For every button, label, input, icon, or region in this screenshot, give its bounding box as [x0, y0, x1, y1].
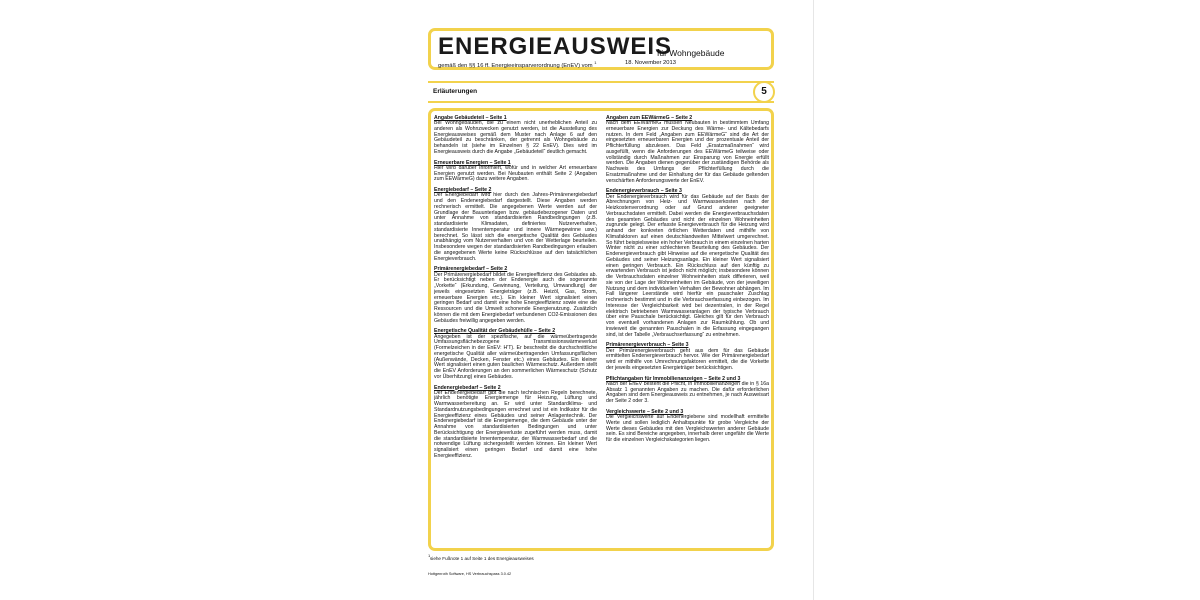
section-heading: Pflichtangaben für Immobilienanzeigen – Seite 2 und 3: [606, 375, 741, 382]
section-text: Der Endenergieverbrauch wird für das Gebäude auf der Basis der Abrechnungen von Heiz- und Warmwasserkosten nach der Heizkostenverordnung oder auf Grund anderer geeigneter Verbrauchsdaten ermittelt. Dabei werden die Energieverbrauchsdaten des gesamten Gebäudes und nicht der einzelnen Wohneinheiten zugrunde gelegt. Der erfasste Energieverbrauch für die Heizung wird anhand der konkreten örtlichen Wetterdaten und mithilfe von Klimafaktoren auf einen deutschlandweiten Mittelwert umgerechnet. So führt beispielsweise ein hoher Verbrauch in einem einzelnen harten Winter nicht zu einer schlechteren Beurteilung des Gebäudes. Der Endenergieverbrauch gibt Hinweise auf die energetische Qualität des Gebäudes und seiner Heizungsanlage. Ein kleiner Wert signalisiert einen geringen Verbrauch. Ein Rückschluss auf den künftig zu erwartenden Verbrauch ist jedoch nicht möglich; insbesondere können die Verbrauchsdaten einzelner Wohneinheiten stark differieren, weil sie von der Lage der Wohneinheiten im Gebäude, von der jeweiligen Nutzung und dem individuellen Verhalten der Bewohner abhängen. Im Fall längerer Leerstände wird hierfür ein pauschaler Zuschlag rechnerisch bestimmt und in die Verbrauchserfassung einbezogen. Im Interesse der Vergleichbarkeit wird bei dezentralen, in der Regel elektrisch betriebenen Warmwasseranlagen der typische Verbrauch über eine Pauschale berücksichtigt. Gleiches gilt für den Verbrauch von eventuell vorhandenen Anlagen zur Raumkühlung. Ob und inwieweit die genannten Pauschalen in die Erfassung eingegangen sind, ist der Tabelle „Verbrauchserfassung“ zu entnehmen.: [606, 193, 769, 338]
regulation-footnote-mark: 1: [594, 60, 597, 65]
viewer-divider: [813, 0, 814, 600]
section-text: Nach der EnEV besteht die Pflicht, in Immobilienanzeigen die in § 16a Absatz 1 genannten Angaben zu machen. Die dafür erforderlichen Angaben sind dem Energieausweis zu entnehmen, je nach Ausweisart der Seite 2 oder 3.: [606, 380, 769, 405]
document-page: [416, 20, 792, 580]
section-bar: [428, 81, 774, 103]
explanation-section: [434, 328, 597, 380]
section-text: Bei Wohngebäuden, die zu einem nicht unerheblichen Anteil zu anderen als Wohnzwecken genutzt werden, ist die Ausstellung des Energieausweises gemäß dem Muster nach Anlage 6 auf den Gebäudeteil zu beschränken, der getrennt als Wohngebäude zu behandeln ist (siehe im Einzelnen § 22 EnEV). Dies wird im Energieausweis durch die Angabe „Gebäudeteil“ deutlich gemacht.: [434, 120, 597, 155]
page-number-badge: 5: [753, 81, 775, 103]
explanation-section: [434, 266, 597, 324]
explanation-section: [606, 342, 769, 371]
right-column: [606, 115, 769, 547]
explanation-section: [434, 115, 597, 156]
explanation-section: [434, 160, 597, 183]
section-heading: Endenergieverbrauch – Seite 3: [606, 188, 682, 195]
document-title: ENERGIEAUSWEIS: [438, 33, 673, 60]
section-label: Erläuterungen: [433, 88, 478, 95]
section-text: Angegeben ist der spezifische, auf die wärmeübertragende Umfassungsflächebezogene Transmissionswärmeverlust (Formelzeichen in der EnEV: H'T). Er beschreibt die durchschnittliche energetische Qualität aller wärmeübertragenden Umfassungsflächen (Außenwände, Decken, Fenster etc.) eines Gebäudes. Ein kleiner Wert signalisiert einen guten baulichen Wärmeschutz. Außerdem stellt die EnEV Anforderungen an den sommerlichen Wärmeschutz (Schutz vor Überhitzung) eines Gebäudes.: [434, 333, 597, 380]
section-heading: Angaben zum EEWärmeG – Seite 2: [606, 115, 693, 121]
regulation-text: gemäß den §§ 16 ff. Energieeinsparverordnung (EnEV) vom: [438, 62, 593, 69]
section-heading: Primärenergieverbrauch – Seite 3: [606, 342, 689, 349]
section-heading: Angabe Gebäudeteil – Seite 1: [434, 115, 507, 121]
regulation-date: 18. November 2013: [625, 60, 676, 66]
explanation-section: [606, 376, 769, 405]
left-column: [434, 115, 597, 547]
section-text: Der Energiebedarf wird hier durch den Jahres-Primärenergiebedarf und den Endenergiebedarf dargestellt. Diese Angaben werden rechnerisch ermittelt. Die angegebenen Werte werden auf der Grundlage der Bauunterlagen bzw. gebäudebezogener Daten und unter Annahme von standardisierten Randbedingungen (z.B. standardisierte Klimadaten, definiertes Nutzerverhalten, standardisierte Innentemperatur und innere Wärmegewinne usw.) berechnet. So lässt sich die energetische Qualität des Gebäudes unabhängig vom Nutzerverhalten und von der Wetterlage beurteilen. Insbesondere wegen der standardisierten Randbedingungen erlauben die angegebenen Werte keine Rückschlüsse auf den tatsächlichen Energieverbrauch.: [434, 192, 597, 262]
section-heading: Energiebedarf – Seite 2: [434, 187, 492, 194]
explanations-box: [428, 108, 774, 551]
section-text: Die Vergleichswerte auf Endenergiebene sind modellhaft ermittelte Werte und sollen lediglich Anhaltspunkte für grobe Vergleiche der Werte dieses Gebäudes mit den Vergleichswerten anderer Gebäude sein. Es sind Bereiche angegeben, innerhalb derer ungefähr die Werte für die einzelnen Vergleichskategorien liegen.: [606, 414, 769, 444]
header-box: [428, 28, 774, 70]
explanation-section: [606, 188, 769, 338]
regulation-line: [438, 60, 596, 69]
explanation-section: [434, 187, 597, 262]
footnote: siehe Fußnote 1 auf Seite 1 des Energieausweises: [430, 556, 534, 561]
section-heading: Erneuerbare Energien – Seite 1: [434, 159, 511, 166]
explanation-section: [606, 409, 769, 444]
explanation-section: [434, 385, 597, 460]
explanation-section: [606, 115, 769, 184]
section-text: Hier wird darüber informiert, wofür und in welcher Art erneuerbare Energien genutzt werden. Bei Neubauten enthält Seite 2 (Angaben zum EEWärmeG) dazu weitere Angaben.: [434, 164, 597, 183]
section-text: Nach dem EEWärmeG müssen Neubauten in bestimmtem Umfang erneuerbare Energien zur Deckung des Wärme- und Kältebedarfs nutzen. In dem Feld „Angaben zum EEWärmeG“ sind die Art der eingesetzten erneuerbaren Energien und der prozentuale Anteil der Pflichterfüllung abzulesen. Das Feld „Ersatzmaßnahmen“ wird ausgefüllt, wenn die Anforderungen des EEWärmeG teilweise oder vollständig durch Maßnahmen zur Einsparung von Energie erfüllt werden. Die Angaben dienen gegenüber der zuständigen Behörde als Nachweis des Umfangs der Pflichterfüllung durch die Ersatzmaßnahme und der Einhaltung der für das Gebäude geltenden verschärften Anforderungswerte der EnEV.: [606, 120, 769, 184]
section-text: Der Endenergiebedarf gibt die nach technischen Regeln berechnete, jährlich benötigte Energiemenge für Heizung, Lüftung und Warmwasserbereitung an. Er wird unter Standardklima- und Standardnutzungsbedingungen errechnet und ist ein Indikator für die Energieeffizienz eines Gebäudes und seiner Anlagentechnik. Der Endenergiebedarf ist die Energiemenge, die dem Gebäude unter der Annahme von standardisierten Bedingungen und unter Berücksichtigung der Energieverluste zugeführt werden muss, damit die standardisierte Innentemperatur, der Warmwasserbedarf und die notwendige Lüftung sichergestellt werden können. Ein kleiner Wert signalisiert einen geringen Bedarf und damit eine hohe Energieeffizienz.: [434, 389, 597, 459]
software-imprint: Hottgenroth Software, HS Verbrauchspass 3.0.42: [428, 572, 512, 576]
section-heading: Vergleichswerte – Seite 2 und 3: [606, 408, 684, 415]
footnote-mark: 1: [428, 553, 431, 558]
section-text: Der Primärenergieverbrauch geht aus dem für das Gebäude ermittelten Endenergieverbrauch hervor. Wie der Primärenergiebedarf wird er mithilfe von Umrechnungsfaktoren ermittelt, die die Vorkette der jeweils eingesetzten Energieträger berücksichtigen.: [606, 347, 769, 371]
document-subtitle: für Wohngebäude: [657, 48, 725, 58]
section-heading: Energetische Qualität der Gebäudehülle – Seite 2: [434, 328, 556, 335]
section-heading: Endenergiebedarf – Seite 2: [434, 384, 501, 391]
section-heading: Primärenergiebedarf – Seite 2: [434, 266, 508, 273]
section-text: Der Primärenergiebedarf bildet die Energieeffizienz des Gebäudes ab. Er berücksichtigt neben der Endenergie auch die sogenannte „Vorkette“ (Erkundung, Gewinnung, Verteilung, Umwandlung) der jeweils eingesetzten Energieträger (z.B. Heizöl, Gas, Strom, erneuerbare Energien etc.). Ein kleiner Wert signalisiert einen geringen Bedarf und damit eine hohe Energieeffizienz sowie eine die Ressourcen und die Umwelt schonende Energienutzung. Zusätzlich können die mit dem Energiebedarf verbundenen CO2-Emissionen des Gebäudes freiwillig angegeben werden.: [434, 271, 597, 324]
